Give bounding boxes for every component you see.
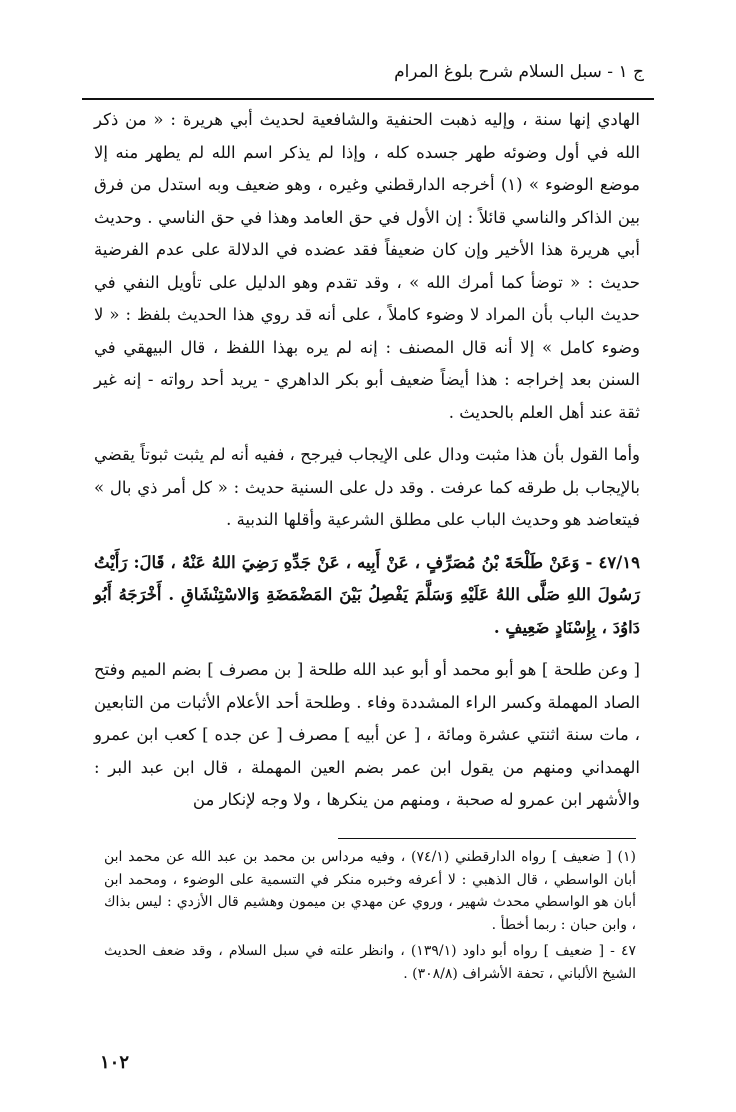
footnote-2: ٤٧ - [ ضعيف ] رواه أبو داود (١٣٩/١) ، وانظر علته في سبل السلام ، وقد ضعف الحديث الشيخ الألباني ، تحفة الأشراف (٣٠٨/٨) .: [104, 943, 636, 982]
page-number: ١٠٢: [100, 1052, 130, 1073]
footnotes: [104, 846, 636, 985]
paragraph-1: الهادي إنها سنة ، وإليه ذهبت الحنفية والشافعية لحديث أبي هريرة : « من ذكر الله في أول وضوئه طهر جسده كله ، وإذا لم يذكر اسم الله لم يطهر منه إلا موضع الوضوء » (١) أخرجه الدارقطني وغيره ، وهو ضعيف وبه استدل من فرق بين الذاكر والناسي قائلاً : إن الأول في حق العامد وهذا في حق الناسي . وحديث أبي هريرة هذا الأخير وإن كان ضعيفاً فقد عضده في الدلالة على عدم الفرضية حديث : « توضأ كما أمرك الله » ، وقد تقدم وهو الدليل على تأويل النفي في حديث الباب بأن المراد لا وضوء كاملاً ، على أنه قد روي هذا الحديث بلفظ : « لا وضوء كامل » إلا أنه قال المصنف : إنه لم يره بهذا اللفظ ، قال البيهقي في السنن بعد إخراجه : هذا أيضاً ضعيف أبو بكر الداهري - يريد أحد رواته - إنه غير ثقة عند أهل العلم بالحديث .: [94, 110, 640, 422]
hadith-text: - وَعَنْ طَلْحَةَ بْنُ مُصَرِّفٍ ، عَنْ أَبِيه ، عَنْ جَدِّهِ رَضِيَ اللهُ عَنْهُ ، قَالَ: رَأَيْتُ رَسُولَ اللهِ صَلَّى اللهُ عَلَيْهِ وَسَلَّمَ يَفْصِلُ بَيْنَ المَضْمَضَةِ وَالاسْتِنْشَاقِ . أَخْرَجَهُ أَبُو دَاوُدَ ، بِإِسْنَادٍ ضَعِيفٍ .: [94, 552, 640, 637]
footnote-rule: [338, 838, 636, 839]
hadith-number: ٤٧/١٩: [598, 552, 640, 572]
hadith-paragraph: [94, 547, 640, 645]
paragraph-2: وأما القول بأن هذا مثبت ودال على الإيجاب فيرجح ، ففيه أنه لم يثبت ثبوتاً يقضي بالإيجاب بل طرقه كما عرفت . وقد دل على السنية حديث : « كل أمر ذي بال » فيتعاضد هو وحديث الباب على مطلق الشرعية وأقلها الندبية .: [94, 445, 640, 529]
header-title: ج ١ - سبل السلام شرح بلوغ المرام: [394, 62, 644, 82]
header-rule: [82, 98, 654, 100]
main-text: [94, 104, 640, 817]
footnote-1: (١) [ ضعيف ] رواه الدارقطني (٧٤/١) ، وفيه مرداس بن محمد بن عبد الله عن محمد ابن أبان الواسطي ، قال الذهبي : لا أعرفه وخبره منكر في التسمية على الوضوء ، ومحمد ابن أبان هو الواسطي محدث شهير ، وروي عن مهدي بن ميمون وهشيم قال الأزدي : ليس بذاك ، وابن حبان : ربما أخطأ .: [104, 849, 636, 933]
running-header: [92, 60, 644, 90]
paragraph-3: [ وعن طلحة ] هو أبو محمد أو أبو عبد الله طلحة [ بن مصرف ] بضم الميم وفتح الصاد المهملة وكسر الراء المشددة وفاء . وطلحة أحد الأعلام الأثبات من التابعين ، مات سنة اثنتي عشرة ومائة ، [ عن أبيه ] مصرف [ عن جده ] كعب ابن عمرو الهمداني ومنهم من يقول ابن عمر بضم العين المهملة ، قال ابن عبد البر : والأشهر ابن عمرو له صحبة ، ومنهم من ينكرها ، ولا وجه لإنكار من: [94, 660, 640, 809]
